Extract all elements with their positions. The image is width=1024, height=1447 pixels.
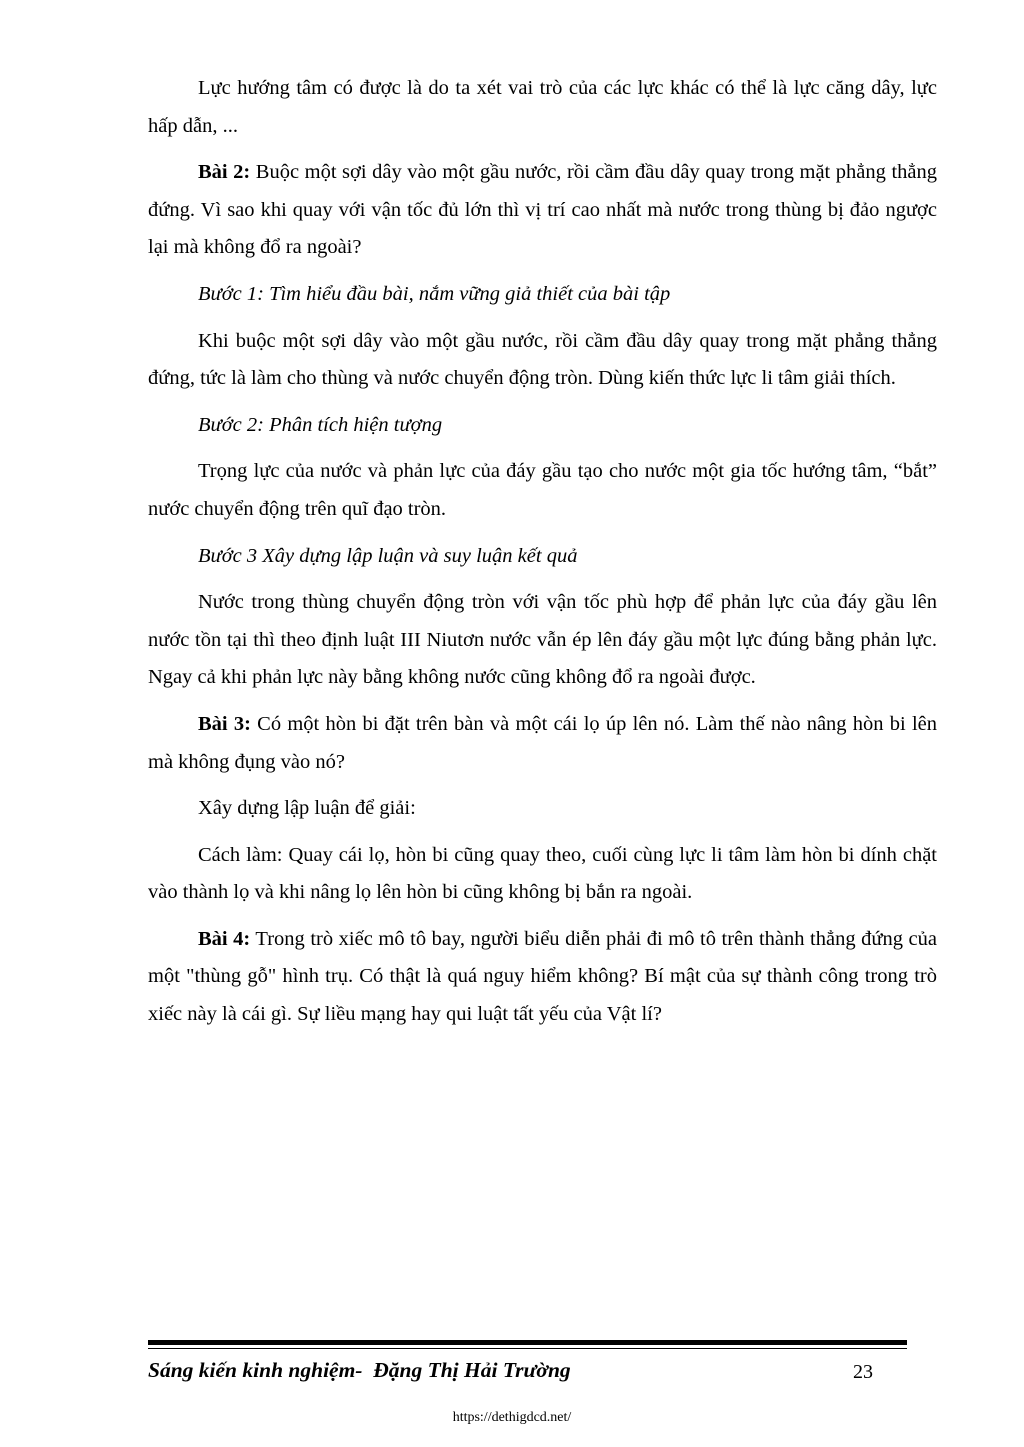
paragraph-10: Xây dựng lập luận để giải: — [198, 797, 416, 820]
step-heading-3: Bước 3 Xây dựng lập luận và suy luận kết quả — [198, 544, 578, 567]
step-heading-2: Bước 2: Phân tích hiện tượng — [198, 413, 443, 436]
paragraph-12: Bài 4: Trong trò xiếc mô tô bay, người biểu diễn phải đi mô tô trên thành thẳng đứng của một "thùng gỗ" hình trụ. Có thật là quá nguy hiểm không? Bí mật của sự thành công trong trò xiếc này là cái gì. Sự liều mạng hay qui luật tất yếu của Vật lí? — [148, 927, 937, 1026]
paragraph-4: Khi buộc một sợi dây vào một gầu nước, rồi cầm đầu dây quay trong mặt phẳng thẳng đứng, tức là làm cho thùng và nước chuyển động tròn. Dùng kiến thức lực li tâm giải thích. — [148, 329, 937, 390]
paragraph-2: Bài 2: Buộc một sợi dây vào một gầu nước, rồi cầm đầu dây quay trong mặt phẳng thẳng đứng. Vì sao khi quay với vận tốc đủ lớn thì vị trí cao nhất mà nước trong thùng bị đảo ngược lại mà không đổ ra ngoài? — [148, 161, 937, 259]
footer-title: Sáng kiến kinh nghiệm- Đặng Thị Hải Trường — [148, 1358, 571, 1382]
exercise-label: Bài 2: — [198, 161, 251, 184]
paragraph-6: Trọng lực của nước và phản lực của đáy gầu tạo cho nước một gia tốc hướng tâm, “bắt” nước chuyển động trên quĩ đạo tròn. — [148, 460, 937, 520]
footer-rule-thick — [148, 1340, 907, 1345]
footer-rule-thin — [148, 1348, 907, 1349]
paragraph-11: Cách làm: Quay cái lọ, hòn bi cũng quay theo, cuối cùng lực li tâm làm hòn bi dính chặt vào thành lọ và khi nâng lọ lên hòn bi cũng không bị bắn ra ngoài. — [148, 843, 937, 904]
source-url: https://dethigdcd.net/ — [452, 1410, 572, 1425]
exercise-label: Bài 4: — [198, 927, 251, 950]
page-number: 23 — [853, 1361, 873, 1383]
document-body — [148, 70, 937, 1043]
paragraph-9: Bài 3: Có một hòn bi đặt trên bàn và một cái lọ úp lên nó. Làm thế nào nâng hòn bi lên mà không đụng vào nó? — [148, 712, 937, 773]
exercise-label: Bài 3: — [198, 712, 251, 735]
paragraph-8: Nước trong thùng chuyển động tròn với vận tốc phù hợp để phản lực của đáy gầu lên nước tồn tại thì theo định luật III Niutơn nước vẫn ép lên đáy gầu một lực đúng bằng phản lực. Ngay cả khi phản lực này bằng không nước cũng không đổ ra ngoài được. — [148, 591, 937, 689]
paragraph-1: Lực hướng tâm có được là do ta xét vai trò của các lực khác có thể là lực căng dây, lực hấp dẫn, ... — [148, 77, 937, 137]
step-heading-1: Bước 1: Tìm hiểu đầu bài, nắm vững giả thiết của bài tập — [198, 282, 671, 305]
